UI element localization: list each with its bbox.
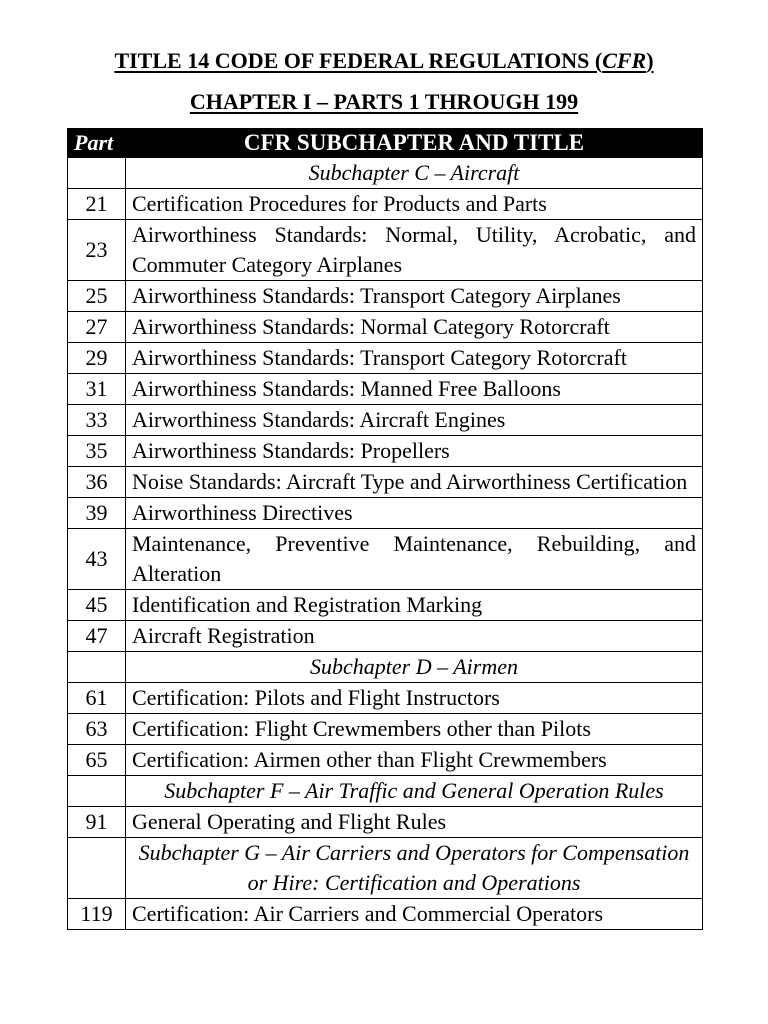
part-title: Airworthiness Standards: Normal Category Rotorcraft <box>126 312 703 343</box>
table-row <box>68 899 703 930</box>
part-title: Certification: Airmen other than Flight Crewmembers <box>126 745 703 776</box>
table-row <box>68 436 703 467</box>
part-title: Identification and Registration Marking <box>126 590 703 621</box>
table-row <box>68 683 703 714</box>
part-number: 33 <box>68 405 126 436</box>
column-header-part: Part <box>68 129 126 158</box>
part-title: Airworthiness Standards: Aircraft Engines <box>126 405 703 436</box>
part-title: Maintenance, Preventive Maintenance, Rebuilding, and Alteration <box>126 529 703 590</box>
part-number: 47 <box>68 621 126 652</box>
part-title: Airworthiness Standards: Transport Category Airplanes <box>126 281 703 312</box>
part-number: 119 <box>68 899 126 930</box>
table-row <box>68 312 703 343</box>
part-title: Airworthiness Standards: Normal, Utility, Acrobatic, and Commuter Category Airplanes <box>126 220 703 281</box>
table-row <box>68 498 703 529</box>
table-row <box>68 621 703 652</box>
part-title: Airworthiness Standards: Manned Free Balloons <box>126 374 703 405</box>
part-number: 43 <box>68 529 126 590</box>
subchapter-heading: Subchapter G – Air Carriers and Operators for Compensation or Hire: Certification and Operations <box>126 838 703 899</box>
document-subtitle: CHAPTER I – PARTS 1 THROUGH 199 <box>189 89 579 114</box>
subchapter-row <box>68 158 703 189</box>
part-title: Certification: Air Carriers and Commercial Operators <box>126 899 703 930</box>
part-number: 35 <box>68 436 126 467</box>
part-number: 45 <box>68 590 126 621</box>
part-title: Certification Procedures for Products and Parts <box>126 189 703 220</box>
part-number: 29 <box>68 343 126 374</box>
table-header-row <box>68 129 703 158</box>
part-number: 21 <box>68 189 126 220</box>
part-number <box>68 838 126 899</box>
cfr-parts-table <box>67 128 703 930</box>
table-row <box>68 590 703 621</box>
part-title: Airworthiness Directives <box>126 498 703 529</box>
part-number: 39 <box>68 498 126 529</box>
part-title: General Operating and Flight Rules <box>126 807 703 838</box>
table-row <box>68 745 703 776</box>
part-number <box>68 652 126 683</box>
part-number: 27 <box>68 312 126 343</box>
subchapter-heading: Subchapter D – Airmen <box>126 652 703 683</box>
part-number: 25 <box>68 281 126 312</box>
part-number <box>68 158 126 189</box>
part-number: 23 <box>68 220 126 281</box>
title-text-after: ) <box>646 48 654 73</box>
table-row <box>68 374 703 405</box>
table-row <box>68 807 703 838</box>
subchapter-row <box>68 652 703 683</box>
subchapter-row <box>68 838 703 899</box>
table-row <box>68 189 703 220</box>
part-title: Certification: Flight Crewmembers other than Pilots <box>126 714 703 745</box>
part-number: 91 <box>68 807 126 838</box>
document-title <box>0 48 768 74</box>
part-title: Airworthiness Standards: Transport Category Rotorcraft <box>126 343 703 374</box>
part-number: 31 <box>68 374 126 405</box>
table-row <box>68 281 703 312</box>
part-number: 63 <box>68 714 126 745</box>
table-row <box>68 529 703 590</box>
part-number <box>68 776 126 807</box>
part-number: 36 <box>68 467 126 498</box>
table-row <box>68 343 703 374</box>
table-row <box>68 220 703 281</box>
title-text-cfr: CFR <box>602 48 647 73</box>
part-title: Noise Standards: Aircraft Type and Airworthiness Certification <box>126 467 703 498</box>
subchapter-heading: Subchapter C – Aircraft <box>126 158 703 189</box>
part-title: Certification: Pilots and Flight Instructors <box>126 683 703 714</box>
part-title: Airworthiness Standards: Propellers <box>126 436 703 467</box>
title-text-before: TITLE 14 CODE OF FEDERAL REGULATIONS ( <box>114 48 603 73</box>
column-header-title: CFR SUBCHAPTER AND TITLE <box>126 129 703 158</box>
part-title: Aircraft Registration <box>126 621 703 652</box>
part-number: 65 <box>68 745 126 776</box>
subchapter-heading: Subchapter F – Air Traffic and General Operation Rules <box>126 776 703 807</box>
table-row <box>68 405 703 436</box>
subchapter-row <box>68 776 703 807</box>
table-row <box>68 714 703 745</box>
part-number: 61 <box>68 683 126 714</box>
table-row <box>68 467 703 498</box>
